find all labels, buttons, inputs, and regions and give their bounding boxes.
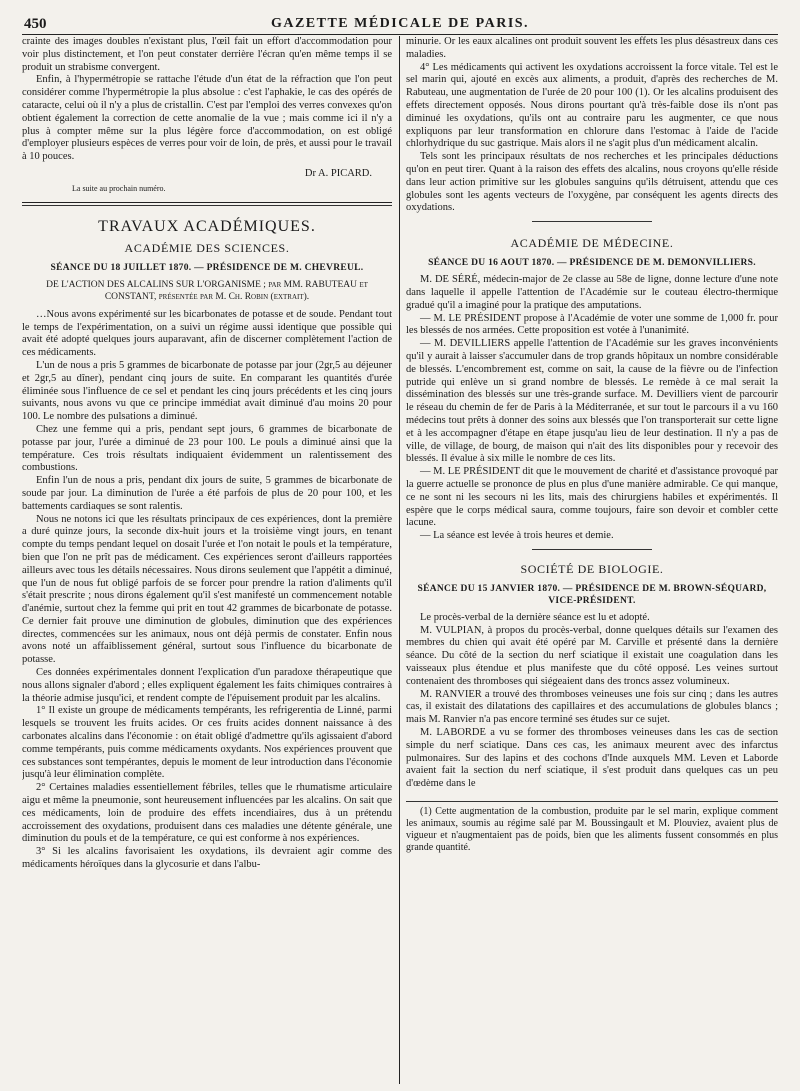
paragraph: — M. DEVILLIERS appelle l'attention de l'Académie sur les graves inconvénients qu'il y aurait à laisser s'accumuler dans de trop grands hôpitaux un nombre considérable de blessés. L'encombrement est, comme on sait, la cause de la fièvre ou de l'infection putride qui enlève un si grand nombre de blessés. Le remède à ce mal serait la dissémination des blessés sur une très-grande surface. M. Devilliers vient de parcourir le réseau du chemin de fer de Paris à la Méditerranée, et sur tout le parcours il a vu 160 médecins tout prêts à donner des soins aux blessés que l'on transporterait sur cette ligne et à les accompagner d'étape en étape jusqu'au lieu de leur destination. Il n'y a pas de ville, de village, de bourg, de maison qui n'ait des lits disponibles pour y recevoir des blessés. Il évalue à six mille le nombre de ces lits.	[406, 338, 778, 465]
continued-note: La suite au prochain numéro.	[72, 183, 166, 193]
divider	[22, 205, 392, 206]
paragraph: Le procès-verbal de la dernière séance est lu et adopté.	[420, 611, 650, 623]
paragraph: 3° Si les alcalins favorisaient les oxydations, ils devraient agir comme des médicaments héroïques dans la glycosurie et dans l'albu-	[22, 846, 392, 871]
paragraph: Nous ne notons ici que les résultats principaux de ces expériences, dont la première a duré quinze jours, la seconde dix-huit jours et la troisième vingt jours, en tenant compte du temps pendant lequel on dosait l'urée et l'on notait le pouls et la température, bien que l'on ne prît pas de médicament. Ces expériences seront d'ailleurs rapportées ailleurs avec tous les détails nécessaires. Nous dirons seulement que l'appétit a diminué, que l'un de nous fut obligé parfois de se forcer pour prendre la ration d'aliments qu'il s'était prescrite ; nous dirons également qu'il s'est manifesté un commencement notable d'anémie, surtout chez la femme qui prit en tout 42 grammes de bicarbonate de potasse. Ce dernier fait prouve une diminution de globules, diminution que des expériences directes, commencées sur les animaux, nous ont déjà permis de constater. Enfin nous avons noté un affaiblissement général, surtout sous l'influence du bicarbonate de potasse.	[22, 513, 392, 666]
session-line: SÉANCE DU 18 JUILLET 1870. — PRÉSIDENCE DE M. CHEVREUL.	[50, 262, 364, 273]
right-column	[406, 36, 778, 1084]
article-title: DE L'ACTION DES ALCALINS SUR L'ORGANISME ; par MM. RABUTEAU et CONSTANT, présentée par M. Ch. Robin (extrait).	[46, 279, 368, 302]
society-title: SOCIÉTÉ DE BIOLOGIE.	[520, 561, 664, 576]
paragraph: Enfin, à l'hypermétropie se rattache l'étude d'un état de la réfraction que l'on peut considérer comme l'hypermétropie la plus absolue : c'est l'aphakie, le cas des opérés de cataracte, celui où il n'y a plus de cristallin. C'est par l'emploi des verres convexes qu'on obtient également la correction de cette anomalie de la vue ; mais comme ici il n'y a plus à compter même sur la plus légère force d'accommodation, on est obligé d'employer plusieurs espèces de verres pour voir de loin, de près, et aussi pour le travail à 10 pouces.	[22, 74, 392, 163]
paragraph: M. RANVIER a trouvé des thromboses veineuses une fois sur cinq ; dans les autres cas, il existait des dilatations des capillaires et des accumulations de globules blancs ; mais M. Ranvier n'a pas encore terminé ses études sur ce sujet.	[406, 688, 778, 726]
session-line: SÉANCE DU 15 JANVIER 1870. — PRÉSIDENCE DE M. BROWN-SÉQUARD, VICE-PRÉSIDENT.	[417, 583, 767, 606]
academy-title: ACADÉMIE DE MÉDECINE.	[510, 236, 674, 251]
paragraph: — M. LE PRÉSIDENT dit que le mouvement de charité et d'assistance provoqué par la guerre actuelle se prononce de plus en plus d'une manière admirable. Ce qui manque, ce ne sont ni les secours ni les lits, mais des chirurgiens habiles et expérimentés. Il espère que le corps médical saura, comme toujours, faire son devoir et combler cette lacune.	[406, 466, 778, 529]
divider	[532, 549, 652, 550]
footnote: (1) Cette augmentation de la combustion, produite par le sel marin, explique comment les animaux, soumis au régime salé par M. Boussingault et M. Plouviez, avaient plus de vigueur et n'augmentaient pas de poids, bien que les aliments fussent consommés en plus grande quantité.	[406, 806, 778, 854]
newspaper-page	[22, 14, 778, 1084]
divider	[22, 202, 392, 203]
paragraph: Chez une femme qui a pris, pendant sept jours, 6 grammes de bicarbonate de potasse par jour, l'urée a diminué de 23 pour 100. Le pouls a diminué ainsi que la température. Ces trois résultats indiquaient évidemment un ralentissement des combustions.	[22, 423, 392, 474]
academy-title: ACADÉMIE DES SCIENCES.	[124, 240, 290, 255]
footnote-divider	[406, 801, 778, 802]
paragraph: — M. LE PRÉSIDENT propose à l'Académie de voter une somme de 1,000 fr. pour les blessés de nos armées. Cette proposition est votée à l'unanimité.	[406, 312, 778, 337]
left-column	[22, 36, 392, 1084]
session-line: SÉANCE DU 16 AOUT 1870. — PRÉSIDENCE DE M. DEMONVILLIERS.	[428, 258, 756, 269]
paragraph: minurie. Or les eaux alcalines ont produit souvent les effets les plus désastreux dans ces maladies.	[406, 36, 778, 60]
paragraph: 1° Il existe un groupe de médicaments tempérants, les refrigerentia de Linné, parmi lesquels se trouvent les fruits acides. Or ces fruits acides donnent naissance à des carbonates alcalins dans l'économie : on était obligé d'admettre qu'ils agissaient d'abord comme tempérants, puis comme médicaments oxydants. Nos expériences prouvent que ces substances sont tempérantes, depuis le moment de leur introduction dans l'économie jusqu'à leur élimination complète.	[22, 705, 392, 781]
paragraph: M. DE SÉRÉ, médecin-major de 2e classe au 58e de ligne, donne lecture d'une note dans laquelle il appelle l'attention de l'Académie sur le couteau électro-thermique gradué qu'il a imaginé pour la pratique des amputations.	[406, 274, 778, 311]
paragraph: Ces données expérimentales donnent l'explication d'un paradoxe thérapeutique que nous allons signaler d'abord ; elles expliquent également les faits chimiques contraires à la théorie admise jusqu'ici, et rendent compte de l'épuisement produit par les alcalins.	[22, 667, 392, 704]
paragraph: L'un de nous a pris 5 grammes de bicarbonate de potasse par jour (2gr,5 au déjeuner et 2gr,5 au dîner), pendant cinq jours de suite. En comparant les quantités d'urée éliminée sous l'influence de ce sel et pendant les cinq jours précédents et les cinq jours suivants, nous avons vu que ce principe immédiat avait diminué d'au moins 20 pour 100. Le nombre des pulsations a diminué.	[22, 359, 392, 423]
columns	[22, 36, 778, 1084]
paragraph: M. LABORDE a vu se former des thromboses veineuses dans les cas de section simple du nerf sciatique. Dans ces cas, les animaux meurent avec des infarctus pulmonaires. Sur des lapins et des cochons d'Inde auxquels MM. Leven et Laborde avaient fait la section du nerf sciatique, il s'est produit dans quelques cas un peu d'œdème dans le	[406, 727, 778, 790]
divider	[532, 221, 652, 222]
author-signature: Dr A. PICARD.	[304, 167, 372, 179]
paragraph: 4° Les médicaments qui activent les oxydations accroissent la force vitale. Tel est le sel marin qui, ajouté en excès aux aliments, a produit, d'après des recherches de M. Rabuteau, une augmentation de l'urée de 20 pour 100 (1). Or les alcalins produisent des effets directement opposés. Nous dirons pourtant qu'à très-faible dose ils n'ont pas diminué les oxydations, qu'ils ont au contraire paru les augmenter, ce que nous expliquons par leur transformation en chlorure dans l'estomac à l'aide de l'acide chlorhydrique du suc gastrique. Mais alors il ne s'agit plus d'un médicament alcalin.	[406, 61, 778, 150]
paragraph: crainte des images doubles n'existant plus, l'œil fait un effort d'accommodation pour voir plus distinctement, et l'on peut constater derrière l'écran qu'en même temps il se produit un strabisme convergent.	[22, 36, 392, 73]
running-title: GAZETTE MÉDICALE DE PARIS.	[270, 16, 530, 31]
paragraph: …Nous avons expérimenté sur les bicarbonates de potasse et de soude. Pendant tout le temps de l'expérimentation, on a suivi un régime aussi identique que possible qui avait été adopté quelques jours auparavant, afin de discerner complètement l'action de ces médicaments.	[22, 308, 392, 359]
paragraph: Tels sont les principaux résultats de nos recherches et les principales déductions qu'on en peut tirer. Quant à la raison des effets des alcalins, nous croyons qu'elle réside dans leur action primitive sur les globules sanguins qu'ils détruisent, attendu que ces globules sont les agents vecteurs de l'oxygène, par conséquent les agents directs des oxydations.	[406, 151, 778, 214]
paragraph: — La séance est levée à trois heures et demie.	[420, 530, 614, 542]
paragraph: M. VULPIAN, à propos du procès-verbal, donne quelques détails sur l'examen des membres du chien qui avait été opéré par M. Carville et présenté dans la dernière séance. Du côté de la section du nerf sciatique il existait une coagulation dans les vaisseaux plus étendue et plus manifeste que du côté opposé. Les veines surtout contenaient des thromboses qui siégeaient dans des troncs assez volumineux.	[406, 624, 778, 687]
page-number: 450	[24, 16, 47, 32]
paragraph: Enfin l'un de nous a pris, pendant dix jours de suite, 5 grammes de bicarbonate de soude par jour. La diminution de l'urée a été parfois de plus de 20 pour 100, et les battements cardiaques se sont ralentis.	[22, 475, 392, 512]
section-title: TRAVAUX ACADÉMIQUES.	[98, 217, 316, 235]
column-rule	[399, 36, 400, 1084]
paragraph: 2° Certaines maladies essentiellement fébriles, telles que le rhumatisme articulaire aigu et même la pneumonie, sont heureusement influencées par les alcalins. On sait que ces médicaments, loin de produire des effets incendiaires, dus à un prétendu accroissement des oxydations, produisent dans ces maladies une détente générale, une diminution du pouls et de la température, ce qui est conforme à nos expériences.	[22, 782, 392, 845]
running-header	[22, 14, 778, 35]
